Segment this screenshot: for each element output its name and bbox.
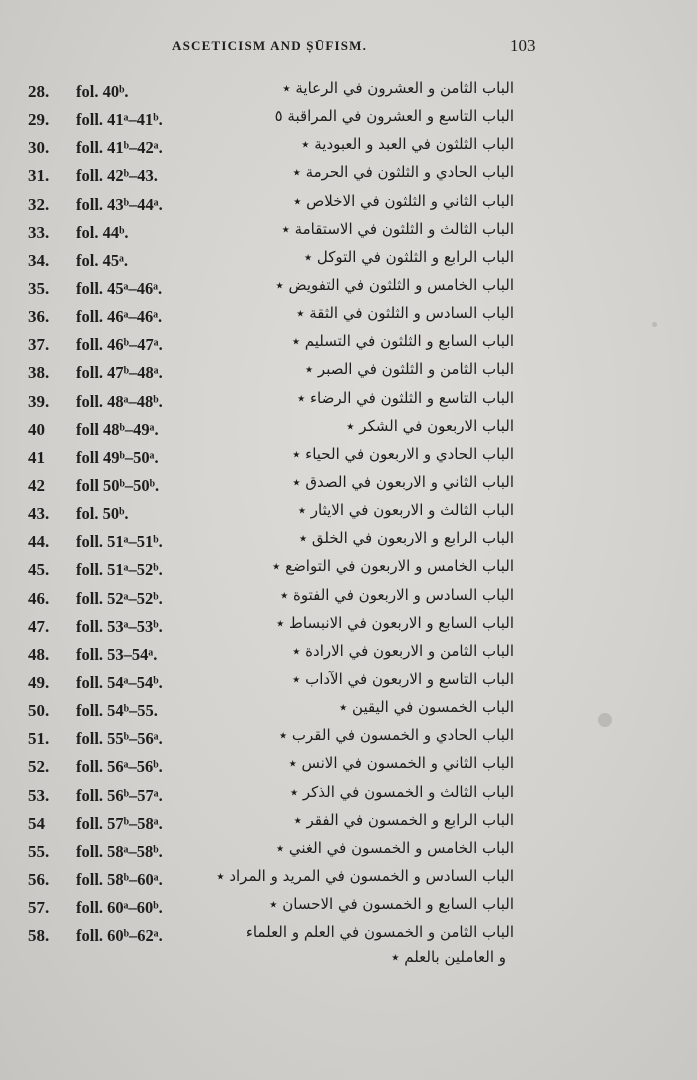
list-item	[0, 697, 697, 725]
chapter-title-line: الباب الثامن و الثلثون في الصبر ٭	[304, 360, 514, 379]
chapter-title-line: الباب الخامس و الثلثون في التفويض ٭	[275, 275, 514, 294]
chapter-title-arabic	[194, 445, 514, 463]
folio-reference: fol. 45ᵃ.	[76, 250, 129, 270]
list-item	[0, 866, 697, 894]
chapter-title-line: الباب الثلثون في العبد و العبودية ٭	[301, 135, 514, 154]
list-item	[0, 275, 697, 303]
folio-reference: foll. 53–54ᵃ.	[76, 644, 158, 664]
folio-reference: foll. 56ᵇ–57ᵃ.	[76, 785, 163, 805]
entry-number: 32.	[28, 194, 50, 214]
chapter-title-line: الباب السابع و الاربعون في الانبساط ٭	[276, 613, 514, 632]
list-item	[0, 78, 697, 106]
list-item	[0, 134, 697, 162]
folio-reference: foll. 42ᵇ–43.	[76, 166, 158, 186]
chapter-title-arabic	[194, 895, 514, 913]
entry-number: 34.	[28, 250, 50, 270]
chapter-title-line: الباب الثاني و الخمسون في الانس ٭	[288, 754, 514, 773]
entry-number: 30.	[28, 138, 50, 158]
chapter-title-line: الباب الحادي و الاربعون في الحياء ٭	[292, 444, 514, 463]
folio-reference: foll. 58ᵃ–58ᵇ.	[76, 841, 163, 861]
chapter-title-arabic	[194, 811, 514, 829]
folio-reference: fol. 40ᵇ.	[76, 82, 129, 101]
chapter-title-line: الباب السابع و الثلثون في التسليم ٭	[291, 332, 514, 351]
chapter-title-arabic	[194, 360, 514, 378]
entry-number: 51.	[28, 729, 50, 749]
list-item	[0, 162, 697, 190]
folio-reference: foll. 57ᵇ–58ᵃ.	[76, 813, 163, 833]
chapter-title-arabic	[194, 698, 514, 716]
chapter-title-line: الباب الرابع و الخمسون في الفقر ٭	[293, 810, 514, 829]
list-item	[0, 838, 697, 866]
entry-number: 41	[28, 447, 45, 467]
folio-reference: foll. 53ᵃ–53ᵇ.	[76, 616, 163, 636]
list-item	[0, 725, 697, 753]
entry-number: 48.	[28, 644, 50, 664]
page-number: 103	[510, 36, 536, 55]
chapter-title-line: الباب السابع و الخمسون في الاحسان ٭	[269, 895, 514, 914]
list-item	[0, 922, 697, 978]
folio-reference: foll. 46ᵇ–47ᵃ.	[76, 335, 163, 355]
list-item	[0, 219, 697, 247]
chapter-title-arabic	[194, 670, 514, 688]
entry-number: 46.	[28, 588, 50, 608]
list-item	[0, 556, 697, 584]
chapter-title-line: الباب الثاني و الاربعون في الصدق ٭	[292, 472, 514, 491]
chapter-title-line: الباب الثامن و الخمسون في العلم و العلماء	[245, 923, 514, 942]
chapter-list	[0, 78, 697, 1008]
entry-number: 55.	[28, 841, 50, 861]
chapter-title-line: الباب التاسع و الاربعون في الآداب ٭	[292, 669, 514, 688]
folio-reference: fol. 50ᵇ.	[76, 504, 129, 524]
chapter-title-arabic	[194, 726, 514, 744]
list-item	[0, 191, 697, 219]
entry-number: 31.	[28, 166, 50, 186]
chapter-title-arabic	[194, 220, 514, 238]
folio-reference: foll. 54ᵇ–55.	[76, 701, 158, 721]
folio-reference: foll 48ᵇ–49ᵃ.	[76, 419, 159, 439]
folio-reference: foll 49ᵇ–50ᵃ.	[76, 447, 159, 467]
chapter-title-line: الباب الثامن و العشرون في الرعاية ٭	[282, 79, 514, 97]
folio-reference: foll. 43ᵇ–44ᵃ.	[76, 194, 163, 214]
chapter-title-arabic	[194, 276, 514, 294]
page-header	[0, 36, 697, 58]
list-item	[0, 359, 697, 387]
list-item	[0, 388, 697, 416]
chapter-title-arabic	[194, 586, 514, 604]
chapter-title-arabic	[194, 557, 514, 575]
list-item	[0, 247, 697, 275]
chapter-title-line: الباب السادس و الثلثون في الثقة ٭	[296, 304, 514, 323]
entry-number: 43.	[28, 504, 50, 524]
folio-reference: foll. 60ᵇ–62ᵃ.	[76, 926, 163, 946]
chapter-title-arabic	[194, 923, 514, 966]
list-item	[0, 669, 697, 697]
folio-reference: fol. 44ᵇ.	[76, 222, 129, 242]
chapter-title-line: الباب الحادي و الخمسون في القرب ٭	[278, 726, 514, 745]
entry-number: 53.	[28, 785, 50, 805]
list-item	[0, 416, 697, 444]
list-item	[0, 782, 697, 810]
chapter-title-line: الباب الثاني و الثلثون في الاخلاص ٭	[293, 191, 514, 210]
entry-number: 52.	[28, 757, 50, 777]
chapter-title-arabic	[194, 867, 514, 885]
chapter-title-arabic	[194, 614, 514, 632]
entry-number: 42	[28, 475, 45, 495]
chapter-title-arabic	[194, 192, 514, 210]
chapter-title-line: الباب الخمسون في اليقين ٭	[339, 698, 514, 717]
folio-reference: foll. 56ᵃ–56ᵇ.	[76, 757, 163, 777]
list-item	[0, 613, 697, 641]
chapter-title-arabic	[194, 163, 514, 181]
list-item	[0, 303, 697, 331]
entry-number: 40	[28, 419, 45, 439]
chapter-title-line: الباب الرابع و الاربعون في الخلق ٭	[298, 529, 514, 548]
chapter-title-line: الباب الثالث و الثلثون في الاستقامة ٭	[281, 219, 514, 238]
chapter-title-arabic	[194, 754, 514, 772]
folio-reference: foll. 41ᵃ–41ᵇ.	[76, 110, 163, 130]
entry-number: 49.	[28, 672, 50, 692]
entry-number: 33.	[28, 222, 50, 242]
folio-reference: foll. 47ᵇ–48ᵃ.	[76, 363, 163, 383]
folio-reference: foll. 51ᵃ–51ᵇ.	[76, 532, 163, 552]
list-item	[0, 753, 697, 781]
list-item	[0, 500, 697, 528]
chapter-title-line: الباب السادس و الاربعون في الفتوة ٭	[280, 585, 514, 604]
chapter-title-line: الباب الحادي و الثلثون في الحرمة ٭	[292, 163, 514, 182]
chapter-title-line: الباب التاسع و الثلثون في الرضاء ٭	[297, 388, 514, 407]
entry-number: 54	[28, 813, 45, 833]
folio-reference: foll. 52ᵃ–52ᵇ.	[76, 588, 163, 608]
list-item	[0, 106, 697, 134]
entry-number: 56.	[28, 869, 50, 889]
folio-reference: foll. 41ᵇ–42ᵃ.	[76, 138, 163, 158]
folio-reference: foll. 55ᵇ–56ᵃ.	[76, 729, 163, 749]
entry-number: 47.	[28, 616, 50, 636]
chapter-title-arabic	[194, 529, 514, 547]
entry-number: 28.	[28, 82, 50, 101]
chapter-title-arabic	[194, 417, 514, 435]
folio-reference: foll. 51ᵃ–52ᵇ.	[76, 560, 163, 580]
list-item	[0, 894, 697, 922]
entry-number: 50.	[28, 701, 50, 721]
entry-number: 58.	[28, 926, 50, 946]
chapter-title-line: الباب الخامس و الاربعون في التواضع ٭	[272, 557, 514, 576]
list-item	[0, 585, 697, 613]
list-item	[0, 444, 697, 472]
list-item	[0, 331, 697, 359]
chapter-title-arabic	[194, 783, 514, 801]
entry-number: 45.	[28, 560, 50, 580]
chapter-title-arabic	[194, 107, 514, 125]
list-item	[0, 472, 697, 500]
chapter-title-arabic	[194, 389, 514, 407]
folio-reference: foll. 54ᵃ–54ᵇ.	[76, 672, 163, 692]
chapter-title-arabic	[194, 332, 514, 350]
chapter-title-line: الباب التاسع و العشرون في المراقبة ٥	[274, 107, 514, 126]
chapter-title-arabic	[194, 501, 514, 519]
chapter-title-line: الباب الثامن و الاربعون في الارادة ٭	[292, 641, 514, 660]
list-item	[0, 528, 697, 556]
chapter-title-line: الباب الاربعون في الشكر ٭	[346, 416, 514, 435]
entry-number: 38.	[28, 363, 50, 383]
entry-number: 29.	[28, 110, 50, 130]
entry-number: 57.	[28, 898, 50, 918]
entry-number: 44.	[28, 532, 50, 552]
chapter-title-arabic	[194, 248, 514, 266]
chapter-title-arabic	[194, 642, 514, 660]
chapter-title-line: الباب الثالث و الاربعون في الايثار ٭	[297, 501, 514, 520]
chapter-title-line: الباب الثالث و الخمسون في الذكر ٭	[289, 782, 514, 801]
running-head: ASCETICISM AND ṢŪFISM.	[172, 38, 368, 53]
chapter-title-line: الباب الخامس و الخمسون في الغني ٭	[275, 838, 514, 857]
chapter-title-arabic	[194, 304, 514, 322]
chapter-title-line: الباب السادس و الخمسون في المريد و المراد ٭	[216, 866, 514, 885]
entry-number: 39.	[28, 391, 50, 411]
chapter-title-arabic	[194, 473, 514, 491]
chapter-title-arabic	[194, 79, 514, 97]
chapter-title-arabic	[194, 135, 514, 153]
chapter-title-arabic	[194, 839, 514, 857]
list-item	[0, 810, 697, 838]
folio-reference: foll. 48ᵃ–48ᵇ.	[76, 391, 163, 411]
folio-reference: foll 50ᵇ–50ᵇ.	[76, 475, 160, 495]
folio-reference: foll. 45ᵃ–46ᵃ.	[76, 278, 163, 298]
folio-reference: foll. 60ᵃ–60ᵇ.	[76, 898, 163, 918]
chapter-title-line: الباب الرابع و الثلثون في التوكل ٭	[303, 247, 514, 266]
list-item	[0, 641, 697, 669]
entry-number: 35.	[28, 278, 50, 298]
entry-number: 36.	[28, 307, 50, 327]
folio-reference: foll. 58ᵇ–60ᵃ.	[76, 869, 163, 889]
folio-reference: foll. 46ᵃ–46ᵃ.	[76, 307, 163, 327]
chapter-title-continuation: و العاملين بالعلم ٭	[391, 948, 506, 967]
entry-number: 37.	[28, 335, 50, 355]
